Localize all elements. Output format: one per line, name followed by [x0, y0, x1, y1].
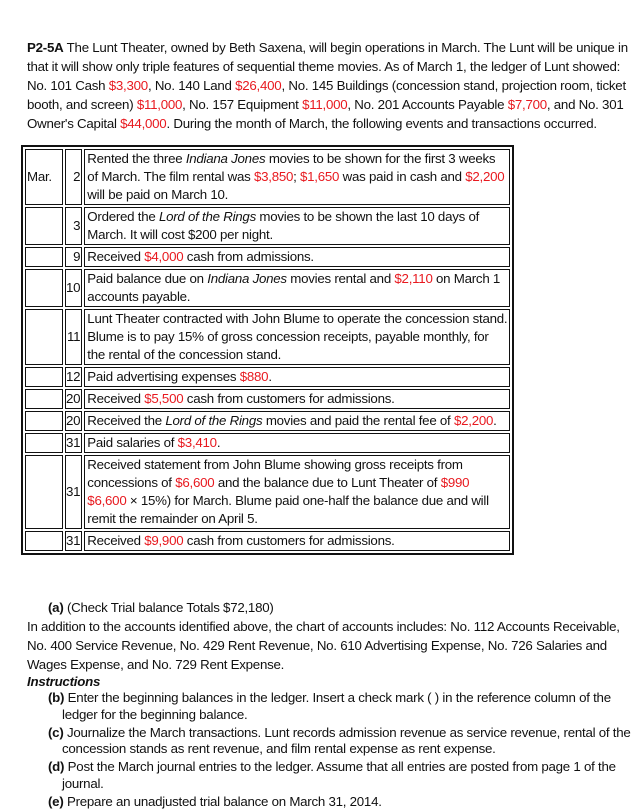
text-segment: movies and paid the rental fee of — [262, 413, 454, 428]
day-cell: 12 — [65, 367, 82, 387]
month-cell — [25, 411, 63, 431]
transaction-row — [25, 207, 510, 245]
text-segment: , No. 201 Accounts Payable — [347, 97, 508, 112]
text-segment: . — [268, 369, 272, 384]
text-segment: movies to be shown the last 10 days of March. It will cost $200 per night. — [87, 209, 480, 242]
amount: $26,400 — [235, 78, 282, 93]
transaction-row — [25, 411, 510, 431]
text-segment: Received — [87, 249, 145, 264]
text-segment: , No. 140 Land — [147, 78, 236, 93]
transaction-row — [25, 433, 510, 453]
amount: $2,110 — [394, 271, 433, 286]
description-cell — [84, 309, 510, 365]
description-cell — [84, 531, 510, 551]
text-segment: The Lunt Theater, owned by Beth Saxena, will begin operations in March. The Lunt will be unique in that it will show only triple features of sequential theme movies. As of March 1, the ledger of Lunt showed: No. 101 Cash — [27, 40, 628, 93]
movie-title: Indiana Jones — [207, 271, 287, 286]
text-segment: will be paid on March 10. — [87, 187, 229, 202]
month-cell — [25, 389, 63, 409]
transaction-row — [25, 309, 510, 365]
amount: $6,600 — [175, 475, 215, 490]
movie-title: Lord of the Rings — [158, 209, 256, 224]
part-a-text: (Check Trial balance Totals $72,180) — [63, 600, 274, 615]
instruction-steps — [48, 690, 638, 812]
text-segment: . During the month of March, the following events and transactions occurred. — [166, 116, 597, 131]
amount: $5,500 — [144, 391, 184, 406]
day-cell: 20 — [65, 389, 82, 409]
step-d — [48, 759, 638, 792]
step-text: Post the March journal entries to the ledger. Assume that all entries are posted from page 1 of the journal. — [62, 759, 616, 791]
amount: $6,600 — [87, 493, 127, 508]
text-segment: , No. 157 Equipment — [182, 97, 303, 112]
transaction-row — [25, 367, 510, 387]
text-segment: on March 1 accounts payable. — [87, 271, 501, 304]
amount: $3,300 — [108, 78, 148, 93]
step-label: (e) — [48, 793, 64, 809]
text-segment: Ordered the — [87, 209, 159, 224]
text-segment: Rented the three — [87, 151, 186, 166]
day-cell: 3 — [65, 207, 82, 245]
day-cell: 31 — [65, 455, 82, 529]
month-cell — [25, 247, 63, 267]
amount: $2,200 — [453, 413, 494, 428]
amount: $3,410 — [177, 435, 217, 450]
day-cell: 31 — [65, 433, 82, 453]
description-cell — [84, 269, 510, 307]
step-e — [48, 794, 638, 811]
day-cell: 31 — [65, 531, 82, 551]
month-cell — [25, 367, 63, 387]
step-text: Prepare an unadjusted trial balance on March 31, 2014. — [63, 793, 382, 809]
amount: $880 — [239, 369, 269, 384]
text-segment: Received — [87, 391, 145, 406]
month-cell — [25, 207, 63, 245]
description-cell — [84, 433, 510, 453]
movie-title: Indiana Jones — [185, 151, 266, 166]
text-segment: Lunt Theater contracted with John Blume to operate the concession stand. Blume is to pay 15% of gross concession receipts, payable monthly, for the rental of the concession stand. — [87, 311, 508, 362]
text-segment: cash from customers for admissions. — [183, 391, 395, 406]
description-cell — [84, 411, 510, 431]
month-cell — [25, 309, 63, 365]
step-label: (b) — [48, 690, 65, 705]
text-segment: cash from admissions. — [183, 249, 314, 264]
day-cell: 10 — [65, 269, 82, 307]
step-c — [48, 725, 638, 758]
text-segment: Received — [87, 533, 145, 548]
month-cell — [25, 455, 63, 529]
text-segment: Paid balance due on — [87, 271, 208, 286]
text-segment: , and No. 301 Owner's Capital — [27, 97, 624, 131]
transaction-row — [25, 149, 510, 205]
amount: $9,900 — [144, 533, 184, 548]
amount: $11,000 — [302, 97, 348, 112]
text-segment: movies rental and — [286, 271, 395, 286]
movie-title: Lord of the Rings — [165, 413, 263, 428]
description-cell — [84, 455, 510, 529]
amount: $990 — [440, 475, 470, 490]
month-cell: Mar. — [25, 149, 63, 205]
day-cell: 11 — [65, 309, 82, 365]
month-cell — [25, 269, 63, 307]
amount: $7,700 — [507, 97, 547, 112]
transaction-row — [25, 269, 510, 307]
text-segment: and the balance due to Lunt Theater of — [214, 475, 441, 490]
text-segment: Received the — [87, 413, 166, 428]
transaction-row — [25, 247, 510, 267]
transactions-table — [21, 145, 514, 555]
text-segment: × 15%) for March. Blume paid one-half the balance due and will remit the remainder on April 5. — [87, 493, 489, 526]
transaction-row — [25, 455, 510, 529]
part-a — [48, 598, 274, 617]
text-segment: Paid salaries of — [87, 435, 178, 450]
amount: $2,200 — [465, 169, 505, 184]
step-b — [48, 690, 638, 723]
additional-accounts: In addition to the accounts identified above, the chart of accounts includes: No. 112 Accounts Receivable, No. 400 Service Revenue, No. 429 Rent Revenue, No. 610 Advertising Expense, No. 726 Salaries and Wages Expense, and No. 729 Rent Expense. — [27, 619, 620, 672]
text-segment: movies to be shown for the first 3 weeks of March. The film rental was — [87, 151, 496, 184]
amount: $3,850 — [253, 169, 294, 184]
amount: $1,650 — [300, 169, 340, 184]
day-cell: 9 — [65, 247, 82, 267]
text-segment: cash from customers for admissions. — [183, 533, 395, 548]
step-text: Journalize the March transactions. Lunt records admission revenue as service revenue, rental of the concession stands as rent revenue, and film rental expense as rent expense. — [62, 724, 631, 756]
problem-intro — [27, 38, 637, 133]
text-segment: ; — [293, 169, 301, 184]
text-segment: , No. 145 Buildings (concession stand, projection room, ticket booth, and screen) — [27, 78, 626, 112]
part-a-label: (a) — [48, 600, 64, 615]
text-segment: Received statement from John Blume showing gross receipts from concessions of — [87, 457, 463, 490]
text-segment: . — [216, 435, 221, 450]
month-cell — [25, 531, 63, 551]
transaction-row — [25, 531, 510, 551]
text-segment: . — [493, 413, 497, 428]
description-cell — [84, 207, 510, 245]
transaction-row — [25, 389, 510, 409]
instructions-heading: Instructions — [27, 674, 101, 689]
month-cell — [25, 433, 63, 453]
amount: $11,000 — [136, 97, 183, 112]
text-segment: was paid in cash and — [339, 169, 466, 184]
amount: $4,000 — [144, 249, 184, 264]
step-label: (d) — [48, 759, 65, 774]
amount: $44,000 — [120, 116, 167, 131]
problem-id: P2-5A — [27, 40, 64, 55]
description-cell — [84, 149, 510, 205]
description-cell — [84, 389, 510, 409]
step-label: (c) — [48, 724, 64, 740]
step-text: Enter the beginning balances in the ledger. Insert a check mark ( ) in the reference column of the ledger for the beginning balance. — [62, 690, 611, 722]
description-cell — [84, 367, 510, 387]
intro-text — [27, 40, 628, 131]
text-segment: Paid advertising expenses — [87, 369, 240, 384]
description-cell — [84, 247, 510, 267]
day-cell: 2 — [65, 149, 82, 205]
day-cell: 20 — [65, 411, 82, 431]
